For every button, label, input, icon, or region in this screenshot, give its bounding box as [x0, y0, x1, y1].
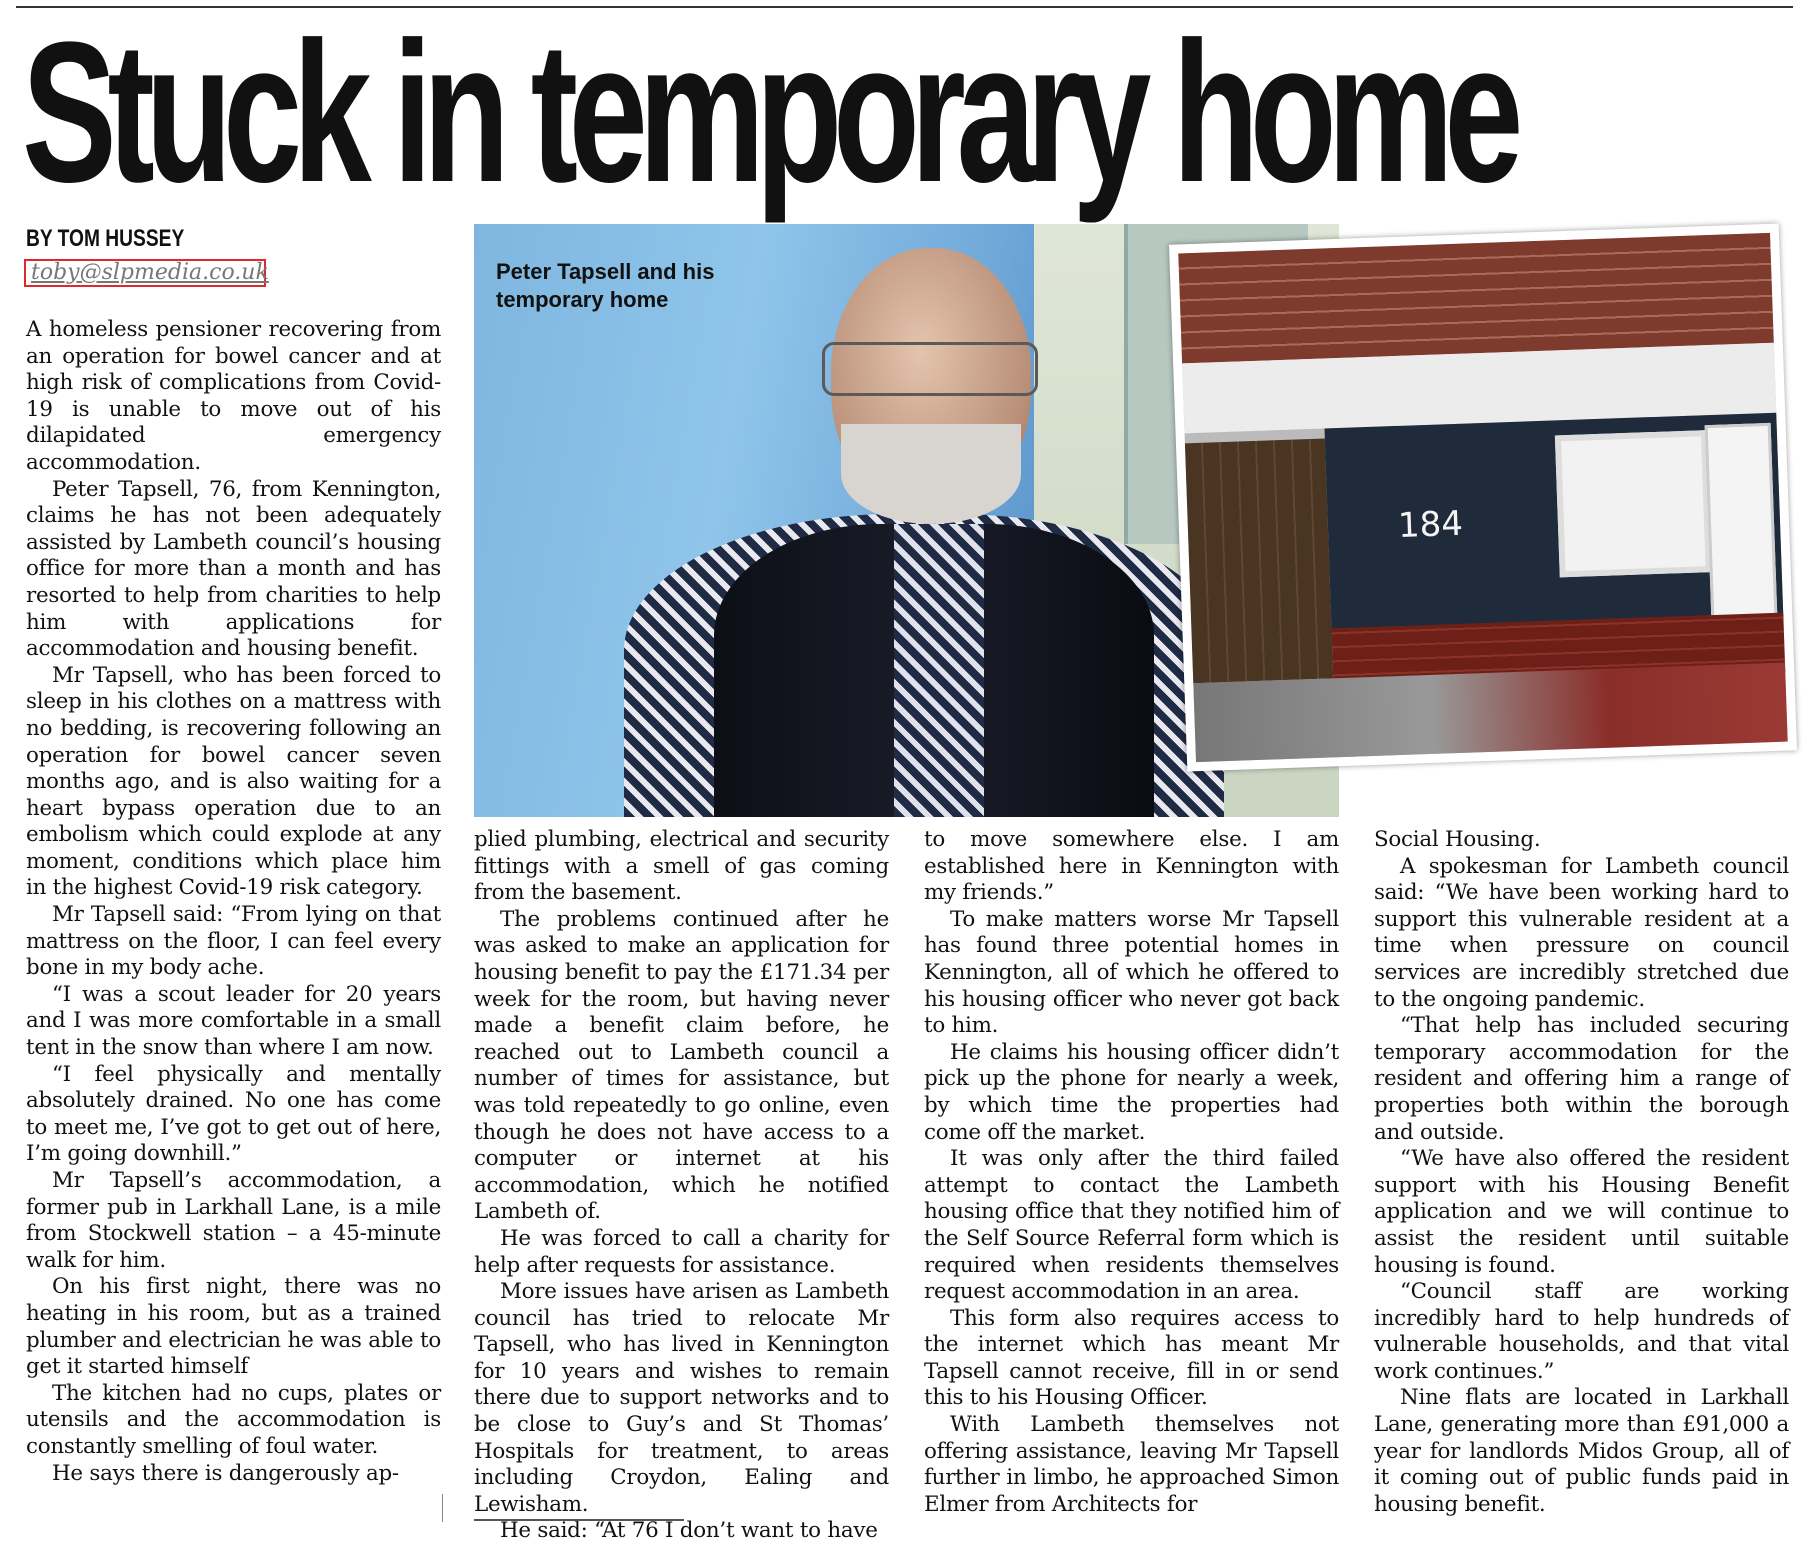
article-column-3 [924, 827, 1339, 1517]
paragraph: Nine flats are located in Larkhall Lane, generating more than £91,000 a year for landlords Midos Group, all of it coming out of public funds paid in housing benefit. [1374, 1385, 1789, 1517]
photo-house-number: 184 [1397, 503, 1464, 546]
paragraph: The kitchen had no cups, plates or utensils and the accommodation is constantly smelling of foul water. [26, 1380, 441, 1459]
byline: BY TOM HUSSEY [26, 225, 185, 252]
paragraph: It was only after the third failed attempt to contact the Lambeth housing office that they notified him of the Self Source Referral form which is required when residents themselves request accommodation in an area. [924, 1146, 1339, 1305]
article-column-1 [26, 317, 441, 1517]
article-column-2 [474, 827, 889, 1544]
paragraph: “We have also offered the resident support with his Housing Benefit application and we will continue to assist the resident until suitable housing is found. [1374, 1146, 1789, 1278]
photo-fence [1185, 438, 1333, 683]
paragraph: He was forced to call a charity for help after requests for assistance. [474, 1225, 889, 1278]
photo-brick-wall [1178, 233, 1773, 364]
paragraph: Social Housing. [1374, 827, 1541, 852]
photo-temporary-home-frame [1169, 224, 1797, 772]
paragraph: “I feel physically and mentally absolutely drained. No one has come to meet me, I’ve got to get out of here, I’m going downhill.” [26, 1061, 441, 1167]
paragraph: “That help has included securing temporary accommodation for the resident and offering him a range of properties both within the borough and outside. [1374, 1013, 1789, 1145]
article-column-4 [1374, 827, 1789, 1517]
photo-vest-opening [894, 524, 984, 817]
paragraph: He says there is dangerously ap- [52, 1460, 399, 1486]
photo-temporary-home [1178, 233, 1787, 762]
paragraph: Mr Tapsell, who has been forced to sleep in his clothes on a mattress with no bedding, is recovering following an operation for bowel cancer seven months ago, and is also waiting for a heart bypass operation due to an embolism which could explode at any moment, conditions which place him in the highest Covid-19 risk category. [26, 662, 441, 901]
paragraph: To make matters worse Mr Tapsell has found three potential homes in Kennington, all of which he offered to his housing officer who never got back to him. [924, 906, 1339, 1039]
paragraph: With Lambeth themselves not offering assistance, leaving Mr Tapsell further in limbo, he approached Simon Elmer from Architects for [924, 1412, 1339, 1517]
paragraph: “I was a scout leader for 20 years and I was more comfortable in a small tent in the snow than where I am now. [26, 981, 441, 1061]
paragraph: A homeless pensioner recovering from an operation for bowel cancer and at high risk of complications from Covid-19 is unable to move out of his dilapidated emergency accommodation. [26, 317, 441, 475]
paragraph: He claims his housing officer didn’t pick up the phone for nearly a week, by which time the properties had come off the market. [924, 1039, 1339, 1145]
photo-glasses [822, 342, 1038, 396]
paragraph: to move somewhere else. I am established here in Kennington with my friends.” [924, 827, 1339, 906]
column-divider [442, 1494, 443, 1522]
paragraph: Mr Tapsell said: “From lying on that mattress on the floor, I can feel every bone in my body ache. [26, 902, 441, 981]
paragraph: The problems continued after he was asked to make an application for housing benefit to pay the £171.34 per week for the room, but having never made a benefit claim before, he reached out to Lambeth council a number of times for assistance, but was told repeatedly to go online, even though he does not have access to a computer or internet at his accommodation, which he notified Lambeth of. [474, 906, 889, 1225]
paragraph: “Council staff are working incredibly hard to help hundreds of vulnerable households, and that vital work continues.” [1374, 1279, 1789, 1384]
paragraph: Peter Tapsell, 76, from Kennington, claims he has not been adequately assisted by Lambeth council’s housing office for more than a month and has resorted to help from charities to help him with applications for accommodation and housing benefit. [26, 476, 441, 662]
author-email-link[interactable]: toby@slpmedia.co.uk [24, 259, 266, 287]
photo-window [1555, 430, 1712, 577]
bottom-rule [474, 1519, 684, 1521]
paragraph: plied plumbing, electrical and security fittings with a smell of gas coming from the basement. [474, 827, 889, 906]
paragraph: On his first night, there was no heating in his room, but as a trained plumber and electrician he was able to get it started himself [26, 1274, 441, 1380]
paragraph: A spokesman for Lambeth council said: “We have been working hard to support this vulnerable resident at a time when pressure on council services are incredibly stretched due to the ongoing pandemic. [1374, 853, 1789, 1012]
photo-beard [841, 424, 1021, 524]
paragraph: This form also requires access to the internet which has meant Mr Tapsell cannot receive, fill in or send this to his Housing Officer. [924, 1305, 1339, 1411]
headline: Stuck in temporary home [22, 1, 1515, 224]
paragraph: Mr Tapsell’s accommodation, a former pub in Larkhall Lane, is a mile from Stockwell station – a 45-minute walk for him. [26, 1168, 441, 1273]
photo-caption: Peter Tapsell and his temporary home [496, 259, 715, 312]
paragraph: More issues have arisen as Lambeth council has tried to relocate Mr Tapsell, who has lived in Kennington for 10 years and wishes to remain there due to support networks and to be close to Guy’s and St Thomas’ Hospitals for treatment, to areas including Croydon, Ealing and Lewisham. [474, 1279, 889, 1517]
paragraph: He said: “At 76 I don’t want to have [500, 1518, 878, 1544]
